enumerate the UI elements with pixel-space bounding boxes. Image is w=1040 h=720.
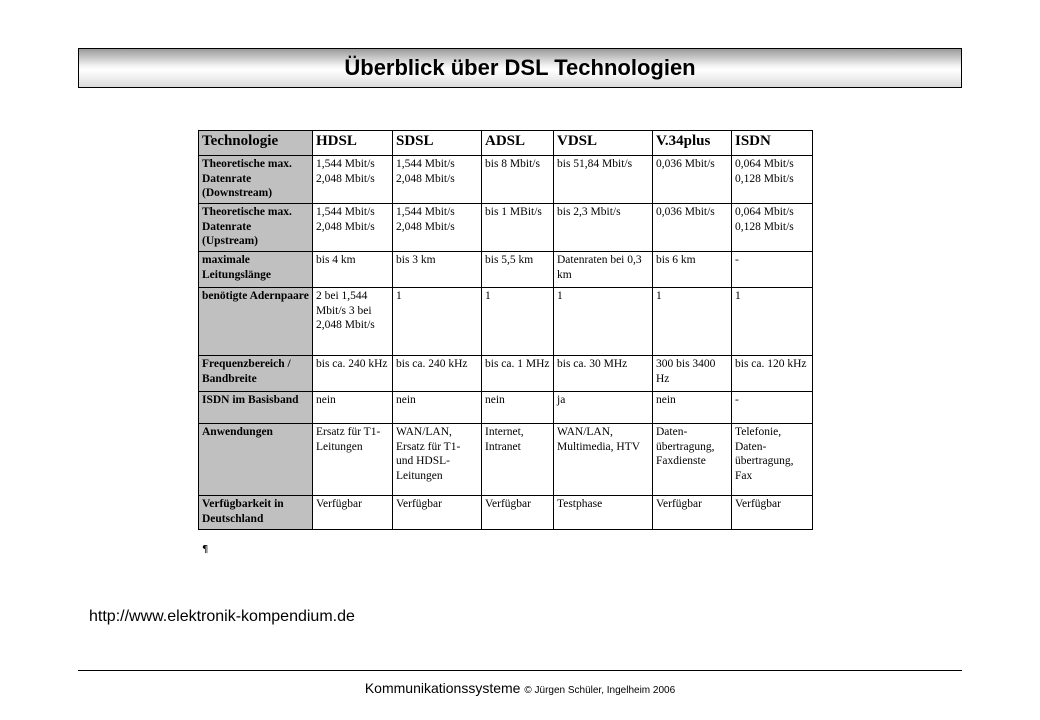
table-cell (393, 252, 482, 288)
footer (0, 680, 1040, 696)
table-header-isdn (732, 131, 813, 156)
table-header-vdsl (554, 131, 653, 156)
cell-value: 1 (485, 290, 491, 302)
cell-value: 1,544 Mbit/s 2,048 Mbit/s (396, 158, 455, 185)
table-row (199, 288, 813, 356)
cell-value: bis 8 Mbit/s (485, 158, 540, 170)
table-cell (313, 204, 393, 252)
table-cell (554, 204, 653, 252)
table-cell (653, 392, 732, 424)
cell-value: Verfügbar (735, 498, 781, 510)
cell-value: nein (485, 394, 505, 406)
table-cell (653, 252, 732, 288)
cell-value: 1 (396, 290, 402, 302)
cell-value: Internet, Intranet (485, 426, 524, 453)
table-header-label: Technologie (202, 133, 279, 149)
row-label: Theoretische max. Datenrate (Upstream) (202, 206, 292, 247)
table-header-label: VDSL (557, 133, 598, 149)
table-cell (313, 356, 393, 392)
row-label-cell (199, 156, 313, 204)
row-label: ISDN im Basisband (202, 394, 299, 406)
cell-value: - (735, 254, 739, 266)
table-row (199, 204, 813, 252)
cell-value: 0,064 Mbit/s 0,128 Mbit/s (735, 206, 794, 233)
cell-value: bis 6 km (656, 254, 696, 266)
cell-value: bis 3 km (396, 254, 436, 266)
row-label-cell (199, 424, 313, 496)
table-cell (732, 156, 813, 204)
row-label-cell (199, 288, 313, 356)
table-cell (732, 288, 813, 356)
footer-copyright: © Jürgen Schüler, Ingelheim 2006 (524, 685, 676, 696)
cell-value: 0,036 Mbit/s (656, 158, 715, 170)
table-cell (393, 156, 482, 204)
table-cell (313, 156, 393, 204)
footer-course-title: Kommunikationssysteme (364, 680, 521, 696)
table-cell (554, 392, 653, 424)
dsl-comparison-table (198, 130, 813, 530)
table-cell (653, 496, 732, 530)
cell-value: WAN/LAN, Multimedia, HTV (557, 426, 641, 453)
table-cell (313, 496, 393, 530)
table-cell (482, 204, 554, 252)
row-label-cell (199, 356, 313, 392)
table-cell (482, 156, 554, 204)
cell-value: 2 bei 1,544 Mbit/s 3 bei 2,048 Mbit/s (316, 290, 375, 331)
cell-value: Verfügbar (656, 498, 702, 510)
table-cell (732, 356, 813, 392)
table-row (199, 252, 813, 288)
row-label: Verfügbarkeit in Deutschland (202, 498, 284, 525)
row-label-cell (199, 392, 313, 424)
table-cell (653, 288, 732, 356)
cell-value: 1,544 Mbit/s 2,048 Mbit/s (316, 206, 375, 233)
table-cell (393, 356, 482, 392)
table-header-label: HDSL (316, 133, 357, 149)
dsl-comparison-table-image (198, 130, 818, 555)
cell-value: nein (316, 394, 336, 406)
cell-value: Testphase (557, 498, 603, 510)
source-url[interactable]: http://www.elektronik-kompendium.de (89, 608, 355, 625)
table-cell (482, 424, 554, 496)
cell-value: 0,036 Mbit/s (656, 206, 715, 218)
table-cell (393, 392, 482, 424)
table-cell (732, 392, 813, 424)
table-cell (393, 496, 482, 530)
cell-value: bis 1 MBit/s (485, 206, 542, 218)
table-cell (554, 288, 653, 356)
row-label: benötigte Adernpaare (202, 290, 309, 302)
table-cell (313, 288, 393, 356)
table-cell (653, 204, 732, 252)
table-cell (482, 356, 554, 392)
row-label-cell (199, 204, 313, 252)
table-header-v-34plus (653, 131, 732, 156)
table-header-label: V.34plus (656, 133, 711, 149)
table-header-sdsl (393, 131, 482, 156)
cell-value: nein (656, 394, 676, 406)
cell-value: 0,064 Mbit/s 0,128 Mbit/s (735, 158, 794, 185)
table-cell (554, 424, 653, 496)
cell-value: bis 5,5 km (485, 254, 534, 266)
cell-value: 300 bis 3400 Hz (656, 358, 716, 385)
table-cell (653, 424, 732, 496)
cell-value: 1 (557, 290, 563, 302)
table-cell (732, 424, 813, 496)
cell-value: WAN/LAN, Ersatz für T1- und HDSL-Leitungen (396, 426, 461, 482)
table-row (199, 424, 813, 496)
cell-value: Verfügbar (316, 498, 362, 510)
table-cell (554, 156, 653, 204)
cell-value: 1 (735, 290, 741, 302)
cell-value: - (735, 394, 739, 406)
cell-value: Verfügbar (396, 498, 442, 510)
cell-value: 1,544 Mbit/s 2,048 Mbit/s (316, 158, 375, 185)
table-cell (554, 496, 653, 530)
table-cell (732, 252, 813, 288)
table-cell (554, 356, 653, 392)
table-cell (482, 496, 554, 530)
cell-value: Daten-übertragung, Faxdienste (656, 426, 715, 467)
cell-value: bis ca. 30 MHz (557, 358, 628, 370)
table-header-label: SDSL (396, 133, 434, 149)
table-row (199, 496, 813, 530)
table-header-row (199, 131, 813, 156)
table-cell (313, 392, 393, 424)
table-cell (653, 356, 732, 392)
cell-value: 1,544 Mbit/s 2,048 Mbit/s (396, 206, 455, 233)
cell-value: bis ca. 240 kHz (396, 358, 468, 370)
table-cell (732, 204, 813, 252)
table-cell (313, 424, 393, 496)
cell-value: bis ca. 1 MHz (485, 358, 550, 370)
table-cell (554, 252, 653, 288)
cell-value: bis 2,3 Mbit/s (557, 206, 621, 218)
cell-value: bis ca. 120 kHz (735, 358, 807, 370)
cell-value: bis 51,84 Mbit/s (557, 158, 633, 170)
table-cell (653, 156, 732, 204)
table-cell (313, 252, 393, 288)
cell-value: Telefonie, Daten-übertragung, Fax (735, 426, 794, 482)
row-label: Frequenzbereich / Bandbreite (202, 358, 291, 385)
cell-value: bis 4 km (316, 254, 356, 266)
cell-value: 1 (656, 290, 662, 302)
table-cell (482, 392, 554, 424)
footer-divider (78, 670, 962, 671)
table-header-adsl (482, 131, 554, 156)
cell-value: Verfügbar (485, 498, 531, 510)
paragraph-mark-icon: ¶ (202, 544, 209, 555)
row-label: Anwendungen (202, 426, 273, 438)
table-row (199, 156, 813, 204)
slide-title: Überblick über DSL Technologien (344, 55, 696, 80)
cell-value: bis ca. 240 kHz (316, 358, 388, 370)
table-row (199, 356, 813, 392)
table-header-label: ISDN (735, 133, 771, 149)
table-header-hdsl (313, 131, 393, 156)
row-label: maximale Leitungslänge (202, 254, 272, 281)
row-label-cell (199, 252, 313, 288)
cell-value: nein (396, 394, 416, 406)
cell-value: Ersatz für T1-Leitungen (316, 426, 381, 453)
table-cell (482, 288, 554, 356)
table-header-technology (199, 131, 313, 156)
table-header-label: ADSL (485, 133, 526, 149)
row-label: Theoretische max. Datenrate (Downstream) (202, 158, 292, 199)
table-cell (393, 288, 482, 356)
table-cell (482, 252, 554, 288)
table-cell (393, 424, 482, 496)
table-row (199, 392, 813, 424)
row-label-cell (199, 496, 313, 530)
table-cell (732, 496, 813, 530)
cell-value: ja (557, 394, 566, 406)
cell-value: Datenraten bei 0,3 km (557, 254, 642, 281)
slide-title-bar (78, 48, 962, 88)
table-cell (393, 204, 482, 252)
